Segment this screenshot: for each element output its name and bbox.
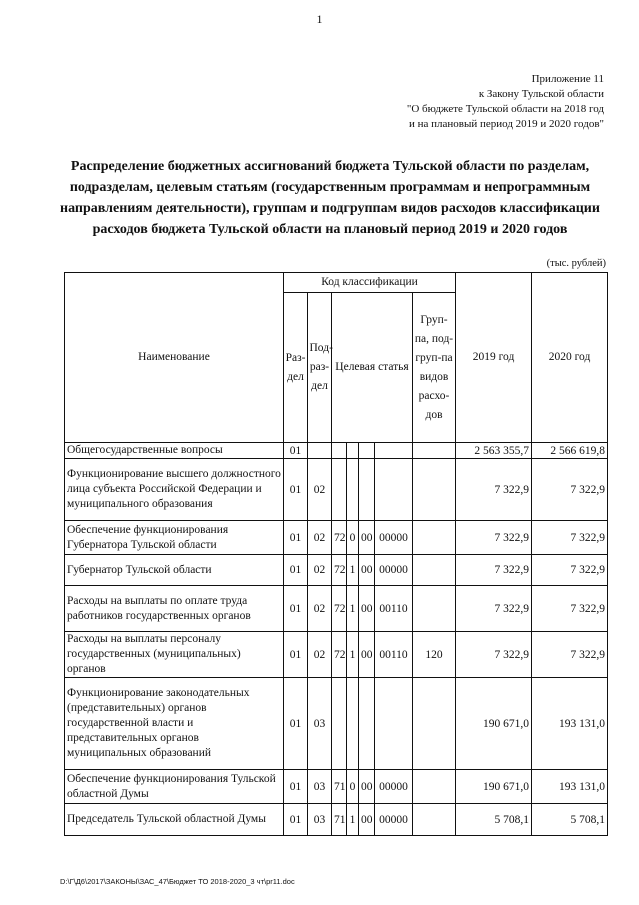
cell-name: Общегосударственные вопросы: [65, 443, 284, 459]
cell-vr: [413, 459, 456, 521]
table-row: [65, 632, 608, 678]
file-path-footer: D:\Г\Д6\2017\ЗАКОНЫ\ЗАС_47\Бюджет ТО 2018-2020_3 чт\pr11.doc: [60, 877, 295, 886]
cell-t1: 71: [332, 770, 347, 804]
header-2019: 2019 год: [456, 273, 532, 443]
cell-rz: 01: [284, 632, 308, 678]
page-number: 1: [316, 12, 323, 26]
cell-rz: 01: [284, 678, 308, 770]
cell-pr: 02: [308, 555, 332, 586]
cell-y2019: 7 322,9: [456, 459, 532, 521]
cell-t3: 00: [359, 555, 375, 586]
table-row: [65, 586, 608, 632]
cell-t3: [359, 459, 375, 521]
header-section-text: Раз-дел: [285, 351, 306, 383]
cell-name: Расходы на выплаты по оплате труда работников государственных органов: [65, 586, 284, 632]
cell-name: Функционирование законодательных (представительных) органов государственной власти и представительных органов муниципальных образований: [65, 678, 284, 770]
cell-vr: [413, 443, 456, 459]
cell-y2019: 5 708,1: [456, 804, 532, 836]
cell-name: Расходы на выплаты персоналу государственных (муниципальных) органов: [65, 632, 284, 678]
cell-y2019: 7 322,9: [456, 555, 532, 586]
table-row: [65, 555, 608, 586]
cell-t1: 72: [332, 521, 347, 555]
header-group-text: Груп-па, под-груп-па видов расхо-дов: [414, 313, 454, 421]
cell-t4: [375, 678, 413, 770]
cell-t2: 0: [347, 521, 359, 555]
header-section: [284, 293, 308, 443]
header-code: Код классификации: [284, 273, 456, 293]
cell-y2019: 2 563 355,7: [456, 443, 532, 459]
appendix-line-3: "О бюджете Тульской области на 2018 год: [406, 103, 604, 115]
table-row: [65, 521, 608, 555]
table-row: [65, 770, 608, 804]
cell-pr: 02: [308, 586, 332, 632]
cell-rz: 01: [284, 586, 308, 632]
cell-rz: 01: [284, 804, 308, 836]
cell-pr: 03: [308, 678, 332, 770]
cell-t3: [359, 443, 375, 459]
cell-vr: [413, 586, 456, 632]
cell-t4: 00000: [375, 770, 413, 804]
cell-name: Председатель Тульской областной Думы: [65, 804, 284, 836]
table-row: [65, 443, 608, 459]
cell-y2019: 7 322,9: [456, 521, 532, 555]
header-target: Целевая статья: [332, 293, 413, 443]
cell-rz: 01: [284, 459, 308, 521]
cell-t3: 00: [359, 521, 375, 555]
units-label: (тыс. рублей): [546, 258, 606, 269]
appendix-line-1: Приложение 11: [531, 73, 604, 85]
cell-t4: 00110: [375, 586, 413, 632]
cell-t1: [332, 678, 347, 770]
cell-t2: 1: [347, 632, 359, 678]
cell-y2020: 2 566 619,8: [532, 443, 608, 459]
cell-vr: [413, 770, 456, 804]
cell-t1: 72: [332, 586, 347, 632]
cell-name: Губернатор Тульской области: [65, 555, 284, 586]
cell-t1: 72: [332, 632, 347, 678]
cell-rz: 01: [284, 443, 308, 459]
cell-y2020: 7 322,9: [532, 632, 608, 678]
cell-pr: [308, 443, 332, 459]
cell-name: Обеспечение функционирования Тульской областной Думы: [65, 770, 284, 804]
table-row: [65, 678, 608, 770]
cell-t1: 72: [332, 555, 347, 586]
cell-name: Функционирование высшего должностного лица субъекта Российской Федерации и муниципального образования: [65, 459, 284, 521]
table-row: [65, 804, 608, 836]
cell-pr: 02: [308, 632, 332, 678]
cell-rz: 01: [284, 521, 308, 555]
cell-t2: 0: [347, 770, 359, 804]
cell-t4: [375, 459, 413, 521]
cell-pr: 02: [308, 521, 332, 555]
cell-t3: 00: [359, 770, 375, 804]
cell-t2: [347, 678, 359, 770]
cell-vr: [413, 555, 456, 586]
cell-t4: 00000: [375, 555, 413, 586]
cell-y2019: 7 322,9: [456, 586, 532, 632]
cell-vr: 120: [413, 632, 456, 678]
header-subsection-text: Под-раз-дел: [309, 342, 333, 392]
cell-t2: 1: [347, 555, 359, 586]
cell-y2020: 7 322,9: [532, 521, 608, 555]
cell-vr: [413, 804, 456, 836]
cell-t1: [332, 443, 347, 459]
table-row: [65, 459, 608, 521]
cell-pr: 03: [308, 804, 332, 836]
cell-t3: [359, 678, 375, 770]
budget-table: [64, 272, 608, 836]
cell-t2: 1: [347, 804, 359, 836]
cell-vr: [413, 678, 456, 770]
cell-pr: 02: [308, 459, 332, 521]
cell-t4: [375, 443, 413, 459]
cell-name: Обеспечение функционирования Губернатора Тульской области: [65, 521, 284, 555]
document-title: Распределение бюджетных ассигнований бюджета Тульской области по разделам, подразделам, целевым статьям (государственным программам и непрограммным направлениям деятельности), группам и подгруппам видов расходов классификации расходов бюджета Тульской области на плановый период 2019 и 2020 годов: [60, 159, 600, 237]
cell-rz: 01: [284, 555, 308, 586]
appendix-line-2: к Закону Тульской области: [478, 88, 604, 100]
cell-y2020: 7 322,9: [532, 459, 608, 521]
cell-pr: 03: [308, 770, 332, 804]
cell-rz: 01: [284, 770, 308, 804]
cell-t3: 00: [359, 632, 375, 678]
cell-t4: 00000: [375, 521, 413, 555]
cell-vr: [413, 521, 456, 555]
cell-t4: 00110: [375, 632, 413, 678]
cell-y2019: 7 322,9: [456, 632, 532, 678]
cell-y2020: 5 708,1: [532, 804, 608, 836]
cell-y2019: 190 671,0: [456, 770, 532, 804]
cell-t1: [332, 459, 347, 521]
cell-y2020: 7 322,9: [532, 555, 608, 586]
header-name: Наименование: [65, 273, 284, 443]
cell-y2020: 193 131,0: [532, 770, 608, 804]
cell-y2019: 190 671,0: [456, 678, 532, 770]
cell-t2: [347, 443, 359, 459]
cell-y2020: 7 322,9: [532, 586, 608, 632]
header-2020: 2020 год: [532, 273, 608, 443]
appendix-line-4: и на плановый период 2019 и 2020 годов": [408, 118, 604, 130]
header-group: [413, 293, 456, 443]
cell-t2: [347, 459, 359, 521]
cell-t4: 00000: [375, 804, 413, 836]
cell-t1: 71: [332, 804, 347, 836]
appendix-reference: [372, 72, 604, 132]
cell-t2: 1: [347, 586, 359, 632]
cell-t3: 00: [359, 804, 375, 836]
header-subsection: [308, 293, 332, 443]
cell-y2020: 193 131,0: [532, 678, 608, 770]
cell-t3: 00: [359, 586, 375, 632]
